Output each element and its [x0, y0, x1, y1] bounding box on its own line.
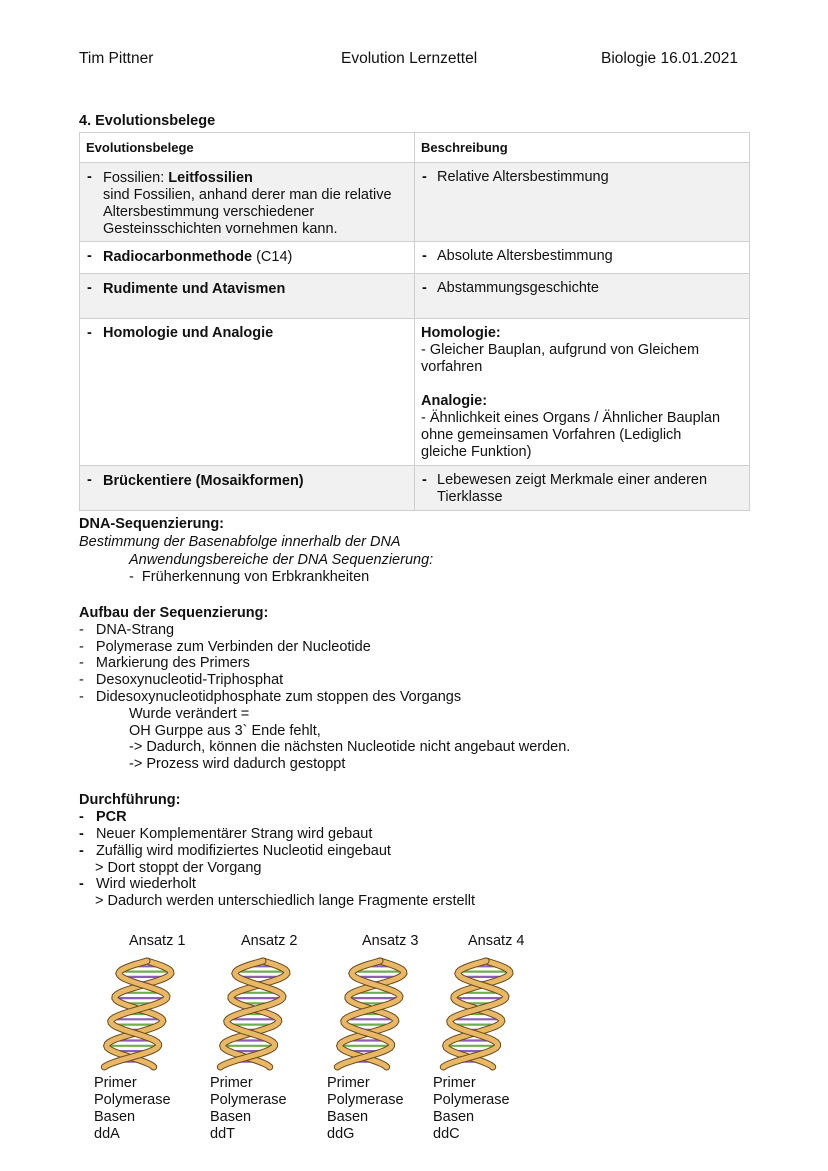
ansatz-title: Ansatz 3: [362, 933, 419, 949]
ansatz-labels: Primer Polymerase Basen ddT: [210, 1075, 287, 1142]
evolution-table: [79, 132, 750, 511]
column-header: Beschreibung: [415, 133, 750, 163]
list-item: - Zufällig wird modifiziertes Nucleotid eingebaut: [79, 843, 391, 859]
header-author: Tim Pittner: [79, 50, 154, 67]
note-line: -> Dadurch, können die nächsten Nucleotide nicht angebaut werden.: [129, 739, 571, 755]
list-item: - PCR: [79, 809, 127, 825]
section-heading: 4. Evolutionsbelege: [79, 113, 216, 129]
list-item: - Didesoxynucleotidphosphate zum stoppen des Vorgangs: [79, 689, 462, 705]
dna-helix-icon: [98, 953, 178, 1073]
dna-heading: DNA-Sequenzierung:: [79, 516, 224, 532]
table-row: [80, 319, 750, 466]
ansatz-labels: Primer Polymerase Basen ddG: [327, 1075, 404, 1142]
homologie-text: - Gleicher Bauplan, aufgrund von Gleichem: [421, 342, 700, 358]
row-text: Gesteinsschichten vornehmen kann.: [103, 221, 338, 237]
dash-marker: -: [87, 169, 92, 185]
row-description: Abstammungsgeschichte: [437, 280, 599, 296]
ansatz-title: Ansatz 4: [468, 933, 525, 949]
list-item: - Markierung des Primers: [79, 655, 250, 671]
dash-marker: -: [422, 472, 427, 488]
dna-helix-icon: [331, 953, 411, 1073]
dash-marker: -: [422, 280, 427, 296]
list-item: - Polymerase zum Verbinden der Nucleotide: [79, 639, 371, 655]
row-description: Relative Altersbestimmung: [437, 169, 609, 185]
row-suffix: (C14): [252, 249, 293, 265]
header-subject-date: Biologie 16.01.2021: [601, 50, 739, 67]
dash-marker: -: [422, 169, 427, 185]
row-description: Lebewesen zeigt Merkmale einer anderen: [437, 472, 708, 488]
dash-marker: -: [87, 248, 92, 264]
table-row: [80, 242, 750, 274]
row-text: sind Fossilien, anhand derer man die relative: [103, 187, 392, 203]
dash-marker: -: [87, 472, 92, 488]
dna-helix-icon: [437, 953, 517, 1073]
note-line: Wurde verändert =: [129, 706, 250, 722]
homologie-text: vorfahren: [421, 359, 483, 375]
dna-definition: Bestimmung der Basenabfolge innerhalb der DNA: [79, 534, 401, 550]
table-row: [80, 163, 750, 242]
analogie-text: - Ähnlichkeit eines Organs / Ähnlicher Bauplan: [421, 410, 721, 426]
list-item: - Neuer Komplementärer Strang wird gebaut: [79, 826, 373, 842]
aufbau-heading: Aufbau der Sequenzierung:: [79, 605, 269, 621]
dna-areas-heading: Anwendungsbereiche der DNA Sequenzierung:: [129, 552, 434, 568]
ansatz-title: Ansatz 2: [241, 933, 298, 949]
table-row: [80, 466, 750, 511]
dash-marker: -: [87, 325, 92, 341]
row-title: Rudimente und Atavismen: [103, 281, 286, 297]
row-title: Homologie und Analogie: [103, 325, 274, 341]
list-item: - DNA-Strang: [79, 622, 175, 638]
ansatz-title: Ansatz 1: [129, 933, 186, 949]
row-text: Altersbestimmung verschiedener: [103, 204, 315, 220]
list-item: - Früherkennung von Erbkrankheiten: [129, 569, 370, 585]
dash-marker: -: [422, 248, 427, 264]
row-description: Absolute Altersbestimmung: [437, 248, 613, 264]
analogie-title: Analogie:: [421, 393, 488, 409]
column-header: Evolutionsbelege: [80, 133, 415, 163]
list-item: - Desoxynucleotid-Triphosphat: [79, 672, 284, 688]
list-item: - Wird wiederholt: [79, 876, 196, 892]
ansatz-labels: Primer Polymerase Basen ddC: [433, 1075, 510, 1142]
row-title: Brückentiere (Mosaikformen): [103, 473, 304, 489]
analogie-text: ohne gemeinsamen Vorfahren (Lediglich: [421, 427, 682, 443]
row-description: Tierklasse: [437, 489, 503, 505]
homologie-title: Homologie:: [421, 325, 501, 341]
dash-marker: -: [87, 280, 92, 296]
dna-helix-icon: [214, 953, 294, 1073]
row-prefix: Fossilien:: [103, 170, 169, 186]
row-title: Leitfossilien: [168, 170, 253, 186]
table-row: [80, 274, 750, 319]
analogie-text: gleiche Funktion): [421, 444, 532, 460]
header-title: Evolution Lernzettel: [341, 50, 478, 67]
ansatz-labels: Primer Polymerase Basen ddA: [94, 1075, 171, 1142]
durchfuehrung-heading: Durchführung:: [79, 792, 181, 808]
note-line: -> Prozess wird dadurch gestoppt: [129, 756, 346, 772]
note-line: OH Gurppe aus 3` Ende fehlt,: [129, 723, 321, 739]
note-line: > Dadurch werden unterschiedlich lange Fragmente erstellt: [95, 893, 476, 909]
note-line: > Dort stoppt der Vorgang: [95, 860, 262, 876]
row-title: Radiocarbonmethode: [103, 249, 253, 265]
